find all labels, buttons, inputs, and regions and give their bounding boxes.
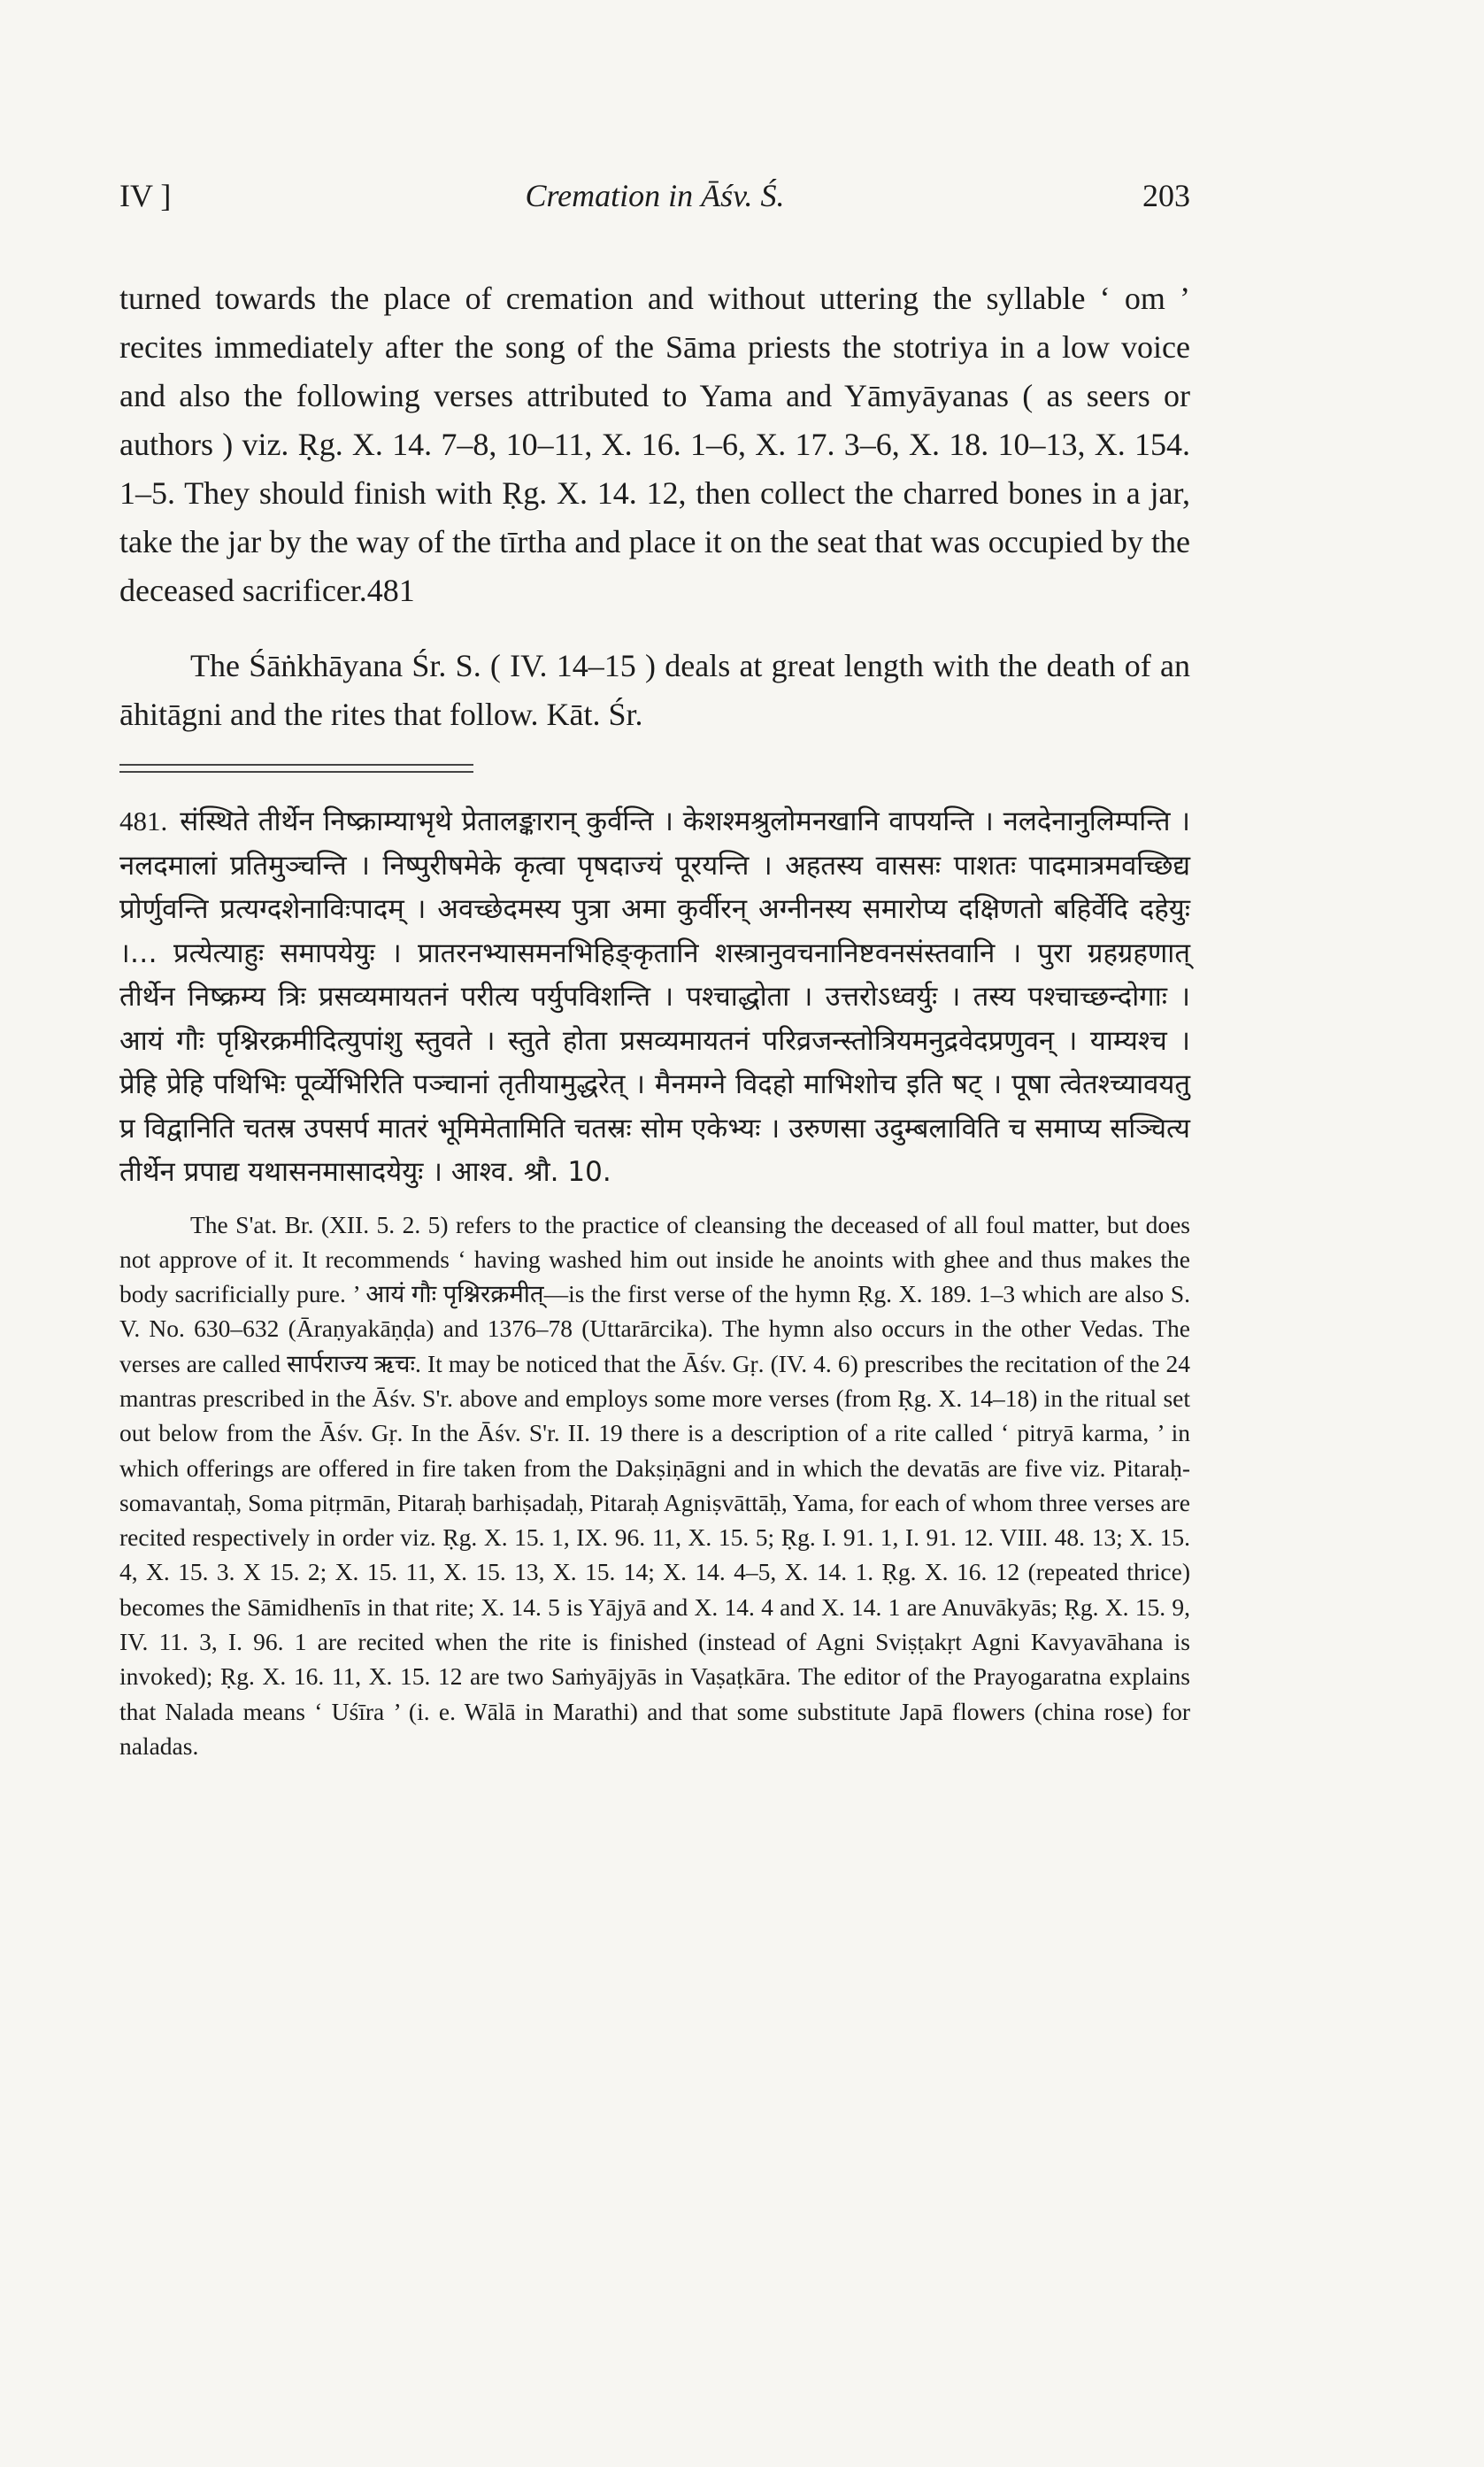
body-paragraph-2: The Śāṅkhāyana Śr. S. ( IV. 14–15 ) deals at great length with the death of an āhitāgni and the rites that follow. Kāt. Śr. <box>119 648 1190 732</box>
chapter-marker: IV ] <box>119 178 172 213</box>
footnote-sanskrit <box>119 799 1190 1195</box>
footnote-commentary-text: The S'at. Br. (XII. 5. 2. 5) refers to the practice of cleansing the deceased of all foul matter, but does not approve of it. It recommends ‘ having washed him out inside he anoints with ghee and thus makes the body sacrificially pure. ’ आयं गौः पृश्निरक्रमीत्—is the first verse of the hymn Ṛg. X. 189. 1–3 which are also S. V. No. 630–632 (Āraṇyakāṇḍa) and 1376–78 (Uttarārcika). The hymn also occurs in the other Vedas. The verses are called सार्पराज्य ऋचः. It may be noticed that the Āśv. Gṛ. (IV. 4. 6) prescribes the recitation of the 24 mantras prescribed in the Āśv. S'r. above and employs some more verses (from Ṛg. X. 14–18) in the ritual set out below from the Āśv. Gṛ. In the Āśv. S'r. II. 19 there is a description of a rite called ‘ pitryā karma, ’ in which offerings are offered in fire taken from the Dakṣiṇāgni and in which the devatās are five viz. Pitaraḥ-somavantaḥ, Soma pitṛmān, Pitaraḥ barhiṣadaḥ, Pitaraḥ Agniṣvāttāḥ, Yama, for each of whom three verses are recited respectively in order viz. Ṛg. X. 15. 1, IX. 96. 11, X. 15. 5; Ṛg. I. 91. 1, I. 91. 12. VIII. 48. 13; X. 15. 4, X. 15. 3. X 15. 2; X. 15. 11, X. 15. 13, X. 15. 14; X. 14. 4–5, X. 14. 1. Ṛg. X. 16. 12 (repeated thrice) becomes the Sāmidhenīs in that rite; X. 14. 5 is Yājyā and X. 14. 4 and X. 14. 1 are Anuvākyās; Ṛg. X. 15. 9, IV. 11. 3, I. 96. 1 are recited when the rite is finished (instead of Agni Sviṣṭakṛt Agni Kavyavāhana is invoked); Ṛg. X. 16. 11, X. 15. 12 are two Saṁyājyās in Vaṣaṭkāra. The editor of the Prayogaratna explains that Nalada means ‘ Uśīra ’ (i. e. Wālā in Marathi) and that some substitute Japā flowers (china rose) for naladas. <box>119 1210 1190 1760</box>
footnote-number: 481. <box>119 806 168 836</box>
footnote-commentary <box>119 1207 1190 1764</box>
running-header <box>119 177 1190 230</box>
book-page <box>119 177 1190 1763</box>
footnote-sanskrit-text: संस्थिते तीर्थेन निष्क्राम्याभृथे प्रेतालङ्कारान् कुर्वन्ति । केशश्मश्रुलोमनखानि वापयन्ति । नलदेनानुलिम्पन्ति । नलदमालां प्रतिमुञ्चन्ति । निष्पुरीषमेके कृत्वा पृषदाज्यं पूरयन्ति । अहतस्य वाससः पाशतः पादमात्रमवच्छिद्य प्रोर्णुवन्ति प्रत्यग्दशेनाविःपादम् । अवच्छेदमस्य पुत्रा अमा कुर्वीरन् अग्नीनस्य समारोप्य दक्षिणतो बहिर्वेदि दहेयुः ।… प्रत्येत्याहुः समापयेयुः । प्रातरनभ्यासमनभिहिङ्कृतानि शस्त्रानुवचनानिष्टवनसंस्तवानि । पुरा ग्रहग्रहणात् तीर्थेन निष्क्रम्य त्रिः प्रसव्यमायतनं परीत्य पर्युपविशन्ति । पश्चाद्धोता । उत्तरोऽध्वर्युः । तस्य पश्चाच्छन्दोगाः । आयं गौः पृश्निरक्रमीदित्युपांशु स्तुवते । स्तुते होता प्रसव्यमायतनं परिव्रजन्स्तोत्रियमनुद्रवेदप्रणुवन् । याम्यश्च । प्रेहि प्रेहि पथिभिः पूर्व्येभिरिति पञ्चानां तृतीयामुद्धरेत् । मैनमग्ने विदहो माभिशोच इति षट् । पूषा त्वेतश्च्यावयतु प्र विद्वानिति चतस्र उपसर्प मातरं भूमिमेतामिति चतस्रः सोम एकेभ्यः । उरुणसा उदुम्बलाविति च समाप्य सञ्चित्य तीर्थेन प्रपाद्य यथासनमासादयेयुः । आश्व. श्रौ. 10. <box>119 806 1190 1188</box>
page-number: 203 <box>1142 178 1190 213</box>
body-paragraph-1: turned towards the place of cremation and without uttering the syllable ‘ om ’ recites immediately after the song of the Sāma priests the stotriya in a low voice and also the following verses attributed to Yama and Yāmyāyanas ( as seers or authors ) viz. Ṛg. X. 14. 7–8, 10–11, X. 16. 1–6, X. 17. 3–6, X. 18. 10–13, X. 154. 1–5. They should finish with Ṛg. X. 14. 12, then collect the charred bones in a jar, take the jar by the way of the tīrtha and place it on the seat that was occupied by the deceased sacrificer.481 <box>119 281 1190 608</box>
footnote-divider <box>119 764 473 773</box>
running-title: Cremation in Āśv. Ś. <box>525 178 785 213</box>
